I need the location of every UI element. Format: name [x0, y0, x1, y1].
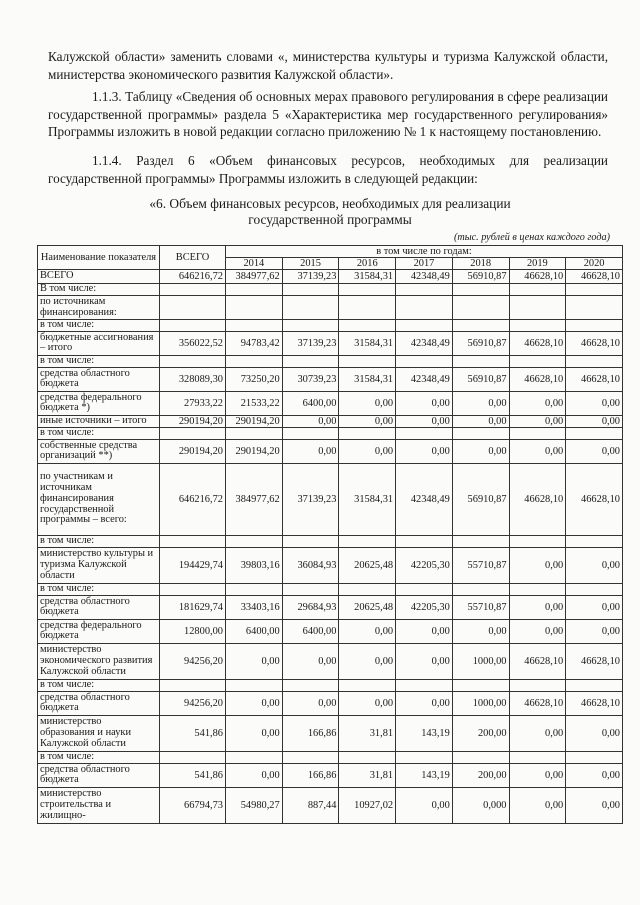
table-row [38, 270, 623, 284]
cell-year-value: 0,00 [509, 547, 566, 583]
table-row [38, 415, 623, 427]
row-label: министерство строительства и жилищно- [38, 787, 160, 823]
cell-year-value: 31584,31 [339, 331, 396, 355]
cell-year-value: 0,00 [339, 391, 396, 415]
cell-year-value [282, 583, 339, 595]
cell-year-value [339, 751, 396, 763]
cell-year-value [396, 679, 453, 691]
cell-total [160, 284, 226, 296]
cell-total: 541,86 [160, 763, 226, 787]
table-row [38, 715, 623, 751]
cell-total: 646216,72 [160, 270, 226, 284]
cell-year-value [566, 535, 623, 547]
row-label: в том числе: [38, 535, 160, 547]
cell-year-value [226, 751, 283, 763]
table-row [38, 763, 623, 787]
section-heading-line2: государственной программы [248, 212, 412, 227]
cell-total [160, 679, 226, 691]
cell-year-value: 0,00 [396, 643, 453, 679]
cell-year-value [226, 284, 283, 296]
table-row [38, 787, 623, 823]
cell-year-value: 0,00 [452, 439, 509, 463]
row-label: собственные средства организаций **) [38, 439, 160, 463]
cell-year-value: 46628,10 [509, 367, 566, 391]
cell-total: 94256,20 [160, 691, 226, 715]
cell-year-value [452, 427, 509, 439]
cell-year-value: 0,00 [226, 691, 283, 715]
cell-year-value [226, 679, 283, 691]
intro-text-3: 1.1.4. Раздел 6 «Объем финансовых ресурсов, необходимых для реализации государственной программы» Программы изложить в следующей редакции: [48, 153, 608, 186]
cell-year-value [282, 355, 339, 367]
cell-year-value: 290194,20 [226, 439, 283, 463]
cell-year-value [282, 320, 339, 332]
cell-year-value [396, 427, 453, 439]
cell-year-value: 46628,10 [509, 270, 566, 284]
cell-year-value: 42205,30 [396, 595, 453, 619]
intro-text-2: 1.1.3. Таблицу «Сведения об основных мерах правового регулирования в сфере реализации государственной программы» раздела 5 «Характеристика мер государственного регулирования» Программы изложить в новой редакции согласно приложению № 1 к настоящему постановлению. [48, 89, 608, 140]
cell-year-value: 200,00 [452, 715, 509, 751]
cell-year-value [566, 427, 623, 439]
unit-note: (тыс. рублей в ценах каждого года) [453, 232, 610, 243]
cell-year-value [509, 427, 566, 439]
table-row [38, 391, 623, 415]
cell-total: 541,86 [160, 715, 226, 751]
cell-year-value: 37139,23 [282, 331, 339, 355]
cell-year-value [226, 535, 283, 547]
cell-year-value: 42348,49 [396, 270, 453, 284]
cell-year-value: 0,00 [566, 595, 623, 619]
cell-total: 290194,20 [160, 439, 226, 463]
cell-year-value: 55710,87 [452, 547, 509, 583]
section-heading [100, 196, 560, 228]
cell-year-value [566, 751, 623, 763]
cell-year-value [566, 284, 623, 296]
table-row [38, 679, 623, 691]
cell-year-value: 20625,48 [339, 595, 396, 619]
cell-year-value: 0,00 [509, 439, 566, 463]
cell-year-value: 0,00 [509, 415, 566, 427]
cell-total [160, 320, 226, 332]
table-row [38, 296, 623, 320]
cell-year-value [396, 296, 453, 320]
cell-year-value: 0,00 [339, 619, 396, 643]
cell-year-value [566, 679, 623, 691]
cell-year-value [226, 296, 283, 320]
row-label: по источникам финансирования: [38, 296, 160, 320]
cell-year-value: 0,00 [282, 439, 339, 463]
cell-year-value: 46628,10 [566, 643, 623, 679]
cell-year-value [566, 320, 623, 332]
cell-year-value: 46628,10 [509, 643, 566, 679]
header-total: ВСЕГО [160, 246, 226, 270]
cell-total [160, 751, 226, 763]
row-label: в том числе: [38, 320, 160, 332]
cell-year-value: 0,00 [226, 715, 283, 751]
cell-year-value: 31584,31 [339, 367, 396, 391]
cell-year-value [339, 679, 396, 691]
cell-year-value [339, 355, 396, 367]
table-row [38, 751, 623, 763]
cell-year-value [509, 679, 566, 691]
cell-year-value: 0,00 [282, 643, 339, 679]
row-label: в том числе: [38, 427, 160, 439]
cell-total [160, 355, 226, 367]
cell-year-value: 31584,31 [339, 463, 396, 535]
cell-year-value [452, 355, 509, 367]
cell-year-value [339, 427, 396, 439]
cell-year-value: 0,00 [396, 787, 453, 823]
section-heading-line1: «6. Объем финансовых ресурсов, необходимых для реализации [149, 196, 511, 211]
cell-year-value: 0,00 [396, 415, 453, 427]
cell-year-value: 54980,27 [226, 787, 283, 823]
cell-year-value: 0,00 [282, 415, 339, 427]
cell-year-value: 0,00 [396, 391, 453, 415]
cell-year-value: 56910,87 [452, 331, 509, 355]
cell-year-value: 0,00 [509, 619, 566, 643]
cell-year-value: 33403,16 [226, 595, 283, 619]
header-year: 2017 [396, 258, 453, 270]
cell-year-value: 6400,00 [226, 619, 283, 643]
cell-year-value: 10927,02 [339, 787, 396, 823]
header-years-group: в том числе по годам: [226, 246, 623, 258]
cell-year-value [509, 751, 566, 763]
cell-year-value: 56910,87 [452, 367, 509, 391]
cell-year-value: 36084,93 [282, 547, 339, 583]
cell-year-value [226, 427, 283, 439]
cell-year-value: 42348,49 [396, 367, 453, 391]
row-label: в том числе: [38, 355, 160, 367]
table-body [38, 270, 623, 824]
cell-total [160, 535, 226, 547]
table-row [38, 367, 623, 391]
row-label: иные источники – итого [38, 415, 160, 427]
cell-year-value [566, 296, 623, 320]
row-label: в том числе: [38, 583, 160, 595]
cell-year-value: 0,00 [566, 415, 623, 427]
cell-year-value [452, 583, 509, 595]
row-label: министерство культуры и туризма Калужской области [38, 547, 160, 583]
cell-year-value [452, 679, 509, 691]
row-label: бюджетные ассигнования – итого [38, 331, 160, 355]
cell-year-value [282, 535, 339, 547]
cell-year-value: 887,44 [282, 787, 339, 823]
cell-year-value: 0,00 [339, 643, 396, 679]
header-year: 2014 [226, 258, 283, 270]
cell-year-value: 46628,10 [566, 367, 623, 391]
table-row [38, 331, 623, 355]
cell-year-value: 42205,30 [396, 547, 453, 583]
cell-year-value: 0,000 [452, 787, 509, 823]
cell-year-value [566, 355, 623, 367]
cell-year-value: 0,00 [509, 595, 566, 619]
cell-year-value: 42348,49 [396, 463, 453, 535]
cell-year-value: 0,00 [282, 691, 339, 715]
cell-year-value: 0,00 [339, 691, 396, 715]
cell-year-value [282, 284, 339, 296]
cell-year-value: 20625,48 [339, 547, 396, 583]
table-row [38, 427, 623, 439]
row-label: средства областного бюджета [38, 367, 160, 391]
table-row [38, 463, 623, 535]
cell-year-value [339, 320, 396, 332]
header-name: Наименование показателя [38, 246, 160, 270]
cell-year-value: 0,00 [396, 619, 453, 643]
cell-year-value: 384977,62 [226, 270, 283, 284]
intro-paragraph-3 [48, 152, 608, 187]
cell-year-value: 31,81 [339, 763, 396, 787]
cell-year-value [452, 751, 509, 763]
cell-year-value: 46628,10 [509, 691, 566, 715]
cell-year-value: 166,86 [282, 715, 339, 751]
header-year: 2018 [452, 258, 509, 270]
cell-year-value [452, 296, 509, 320]
cell-year-value: 94783,42 [226, 331, 283, 355]
cell-year-value [226, 320, 283, 332]
cell-year-value: 46628,10 [566, 691, 623, 715]
cell-total: 12800,00 [160, 619, 226, 643]
row-label: ВСЕГО [38, 270, 160, 284]
row-label: министерство экономического развития Калужской области [38, 643, 160, 679]
cell-year-value: 56910,87 [452, 270, 509, 284]
cell-year-value: 0,00 [509, 715, 566, 751]
cell-year-value [396, 751, 453, 763]
cell-total: 328089,30 [160, 367, 226, 391]
row-label: В том числе: [38, 284, 160, 296]
cell-year-value: 46628,10 [566, 331, 623, 355]
cell-year-value: 200,00 [452, 763, 509, 787]
table-row [38, 547, 623, 583]
cell-year-value: 0,00 [509, 787, 566, 823]
cell-year-value [509, 284, 566, 296]
cell-year-value: 55710,87 [452, 595, 509, 619]
cell-year-value [226, 583, 283, 595]
cell-year-value: 31,81 [339, 715, 396, 751]
row-label: министерство образования и науки Калужской области [38, 715, 160, 751]
cell-year-value: 0,00 [452, 619, 509, 643]
cell-total [160, 427, 226, 439]
cell-year-value: 31584,31 [339, 270, 396, 284]
cell-year-value: 6400,00 [282, 391, 339, 415]
header-year: 2019 [509, 258, 566, 270]
cell-year-value: 143,19 [396, 715, 453, 751]
cell-year-value: 46628,10 [509, 463, 566, 535]
cell-total: 356022,52 [160, 331, 226, 355]
cell-year-value: 56910,87 [452, 463, 509, 535]
cell-total: 181629,74 [160, 595, 226, 619]
cell-year-value: 0,00 [226, 643, 283, 679]
row-label: средства федерального бюджета [38, 619, 160, 643]
intro-paragraph-2 [48, 88, 608, 141]
table-row [38, 595, 623, 619]
header-year: 2016 [339, 258, 396, 270]
cell-year-value [452, 320, 509, 332]
header-year: 2015 [282, 258, 339, 270]
table-row [38, 355, 623, 367]
table-row [38, 643, 623, 679]
row-label: по участникам и источникам финансирования государственной программы – всего: [38, 463, 160, 535]
cell-year-value [339, 583, 396, 595]
row-label: средства областного бюджета [38, 595, 160, 619]
cell-year-value [396, 583, 453, 595]
row-label: в том числе: [38, 751, 160, 763]
cell-year-value: 0,00 [509, 391, 566, 415]
cell-year-value [282, 679, 339, 691]
header-year: 2020 [566, 258, 623, 270]
table-row [38, 535, 623, 547]
intro-text-1: Калужской области» заменить словами «, министерства культуры и туризма Калужской области, министерства экономического развития Калужской области». [48, 49, 608, 82]
cell-year-value: 0,00 [566, 619, 623, 643]
table-row [38, 619, 623, 643]
cell-year-value: 166,86 [282, 763, 339, 787]
row-label: средства областного бюджета [38, 763, 160, 787]
table-row [38, 691, 623, 715]
cell-year-value: 0,00 [226, 763, 283, 787]
table-row [38, 583, 623, 595]
cell-year-value: 37139,23 [282, 463, 339, 535]
cell-year-value [509, 296, 566, 320]
cell-year-value: 0,00 [509, 763, 566, 787]
cell-year-value: 143,19 [396, 763, 453, 787]
cell-year-value: 46628,10 [566, 270, 623, 284]
cell-year-value [339, 535, 396, 547]
cell-year-value: 290194,20 [226, 415, 283, 427]
cell-total: 646216,72 [160, 463, 226, 535]
cell-year-value [339, 296, 396, 320]
cell-year-value [509, 535, 566, 547]
cell-year-value: 0,00 [566, 547, 623, 583]
cell-year-value: 29684,93 [282, 595, 339, 619]
cell-year-value [566, 583, 623, 595]
row-label: средства федерального бюджета *) [38, 391, 160, 415]
cell-year-value: 46628,10 [566, 463, 623, 535]
cell-total: 66794,73 [160, 787, 226, 823]
cell-year-value: 1000,00 [452, 643, 509, 679]
cell-year-value: 0,00 [566, 787, 623, 823]
cell-year-value: 1000,00 [452, 691, 509, 715]
cell-year-value: 0,00 [339, 439, 396, 463]
cell-year-value [226, 355, 283, 367]
cell-year-value: 0,00 [566, 763, 623, 787]
cell-year-value: 6400,00 [282, 619, 339, 643]
cell-year-value: 0,00 [452, 415, 509, 427]
financing-table [37, 245, 623, 824]
cell-year-value [282, 427, 339, 439]
cell-total: 290194,20 [160, 415, 226, 427]
cell-year-value [282, 296, 339, 320]
cell-year-value: 73250,20 [226, 367, 283, 391]
cell-year-value: 37139,23 [282, 270, 339, 284]
row-label: в том числе: [38, 679, 160, 691]
cell-year-value [396, 535, 453, 547]
cell-year-value: 0,00 [566, 439, 623, 463]
cell-year-value: 46628,10 [509, 331, 566, 355]
table-row [38, 320, 623, 332]
cell-year-value [509, 583, 566, 595]
cell-total [160, 296, 226, 320]
cell-year-value [396, 355, 453, 367]
cell-year-value [339, 284, 396, 296]
table-row [38, 284, 623, 296]
cell-total [160, 583, 226, 595]
cell-year-value [396, 284, 453, 296]
cell-year-value [452, 284, 509, 296]
cell-year-value: 384977,62 [226, 463, 283, 535]
cell-year-value: 21533,22 [226, 391, 283, 415]
cell-total: 194429,74 [160, 547, 226, 583]
cell-year-value [452, 535, 509, 547]
cell-year-value: 0,00 [452, 391, 509, 415]
cell-year-value: 39803,16 [226, 547, 283, 583]
cell-year-value: 30739,23 [282, 367, 339, 391]
cell-total: 94256,20 [160, 643, 226, 679]
cell-year-value [509, 320, 566, 332]
cell-year-value: 0,00 [396, 691, 453, 715]
cell-year-value: 42348,49 [396, 331, 453, 355]
row-label: средства областного бюджета [38, 691, 160, 715]
cell-year-value [282, 751, 339, 763]
cell-year-value: 0,00 [339, 415, 396, 427]
cell-year-value [509, 355, 566, 367]
cell-year-value: 0,00 [566, 715, 623, 751]
cell-year-value: 0,00 [396, 439, 453, 463]
cell-total: 27933,22 [160, 391, 226, 415]
cell-year-value: 0,00 [566, 391, 623, 415]
intro-paragraph-1 [48, 48, 608, 83]
table-row [38, 439, 623, 463]
cell-year-value [396, 320, 453, 332]
